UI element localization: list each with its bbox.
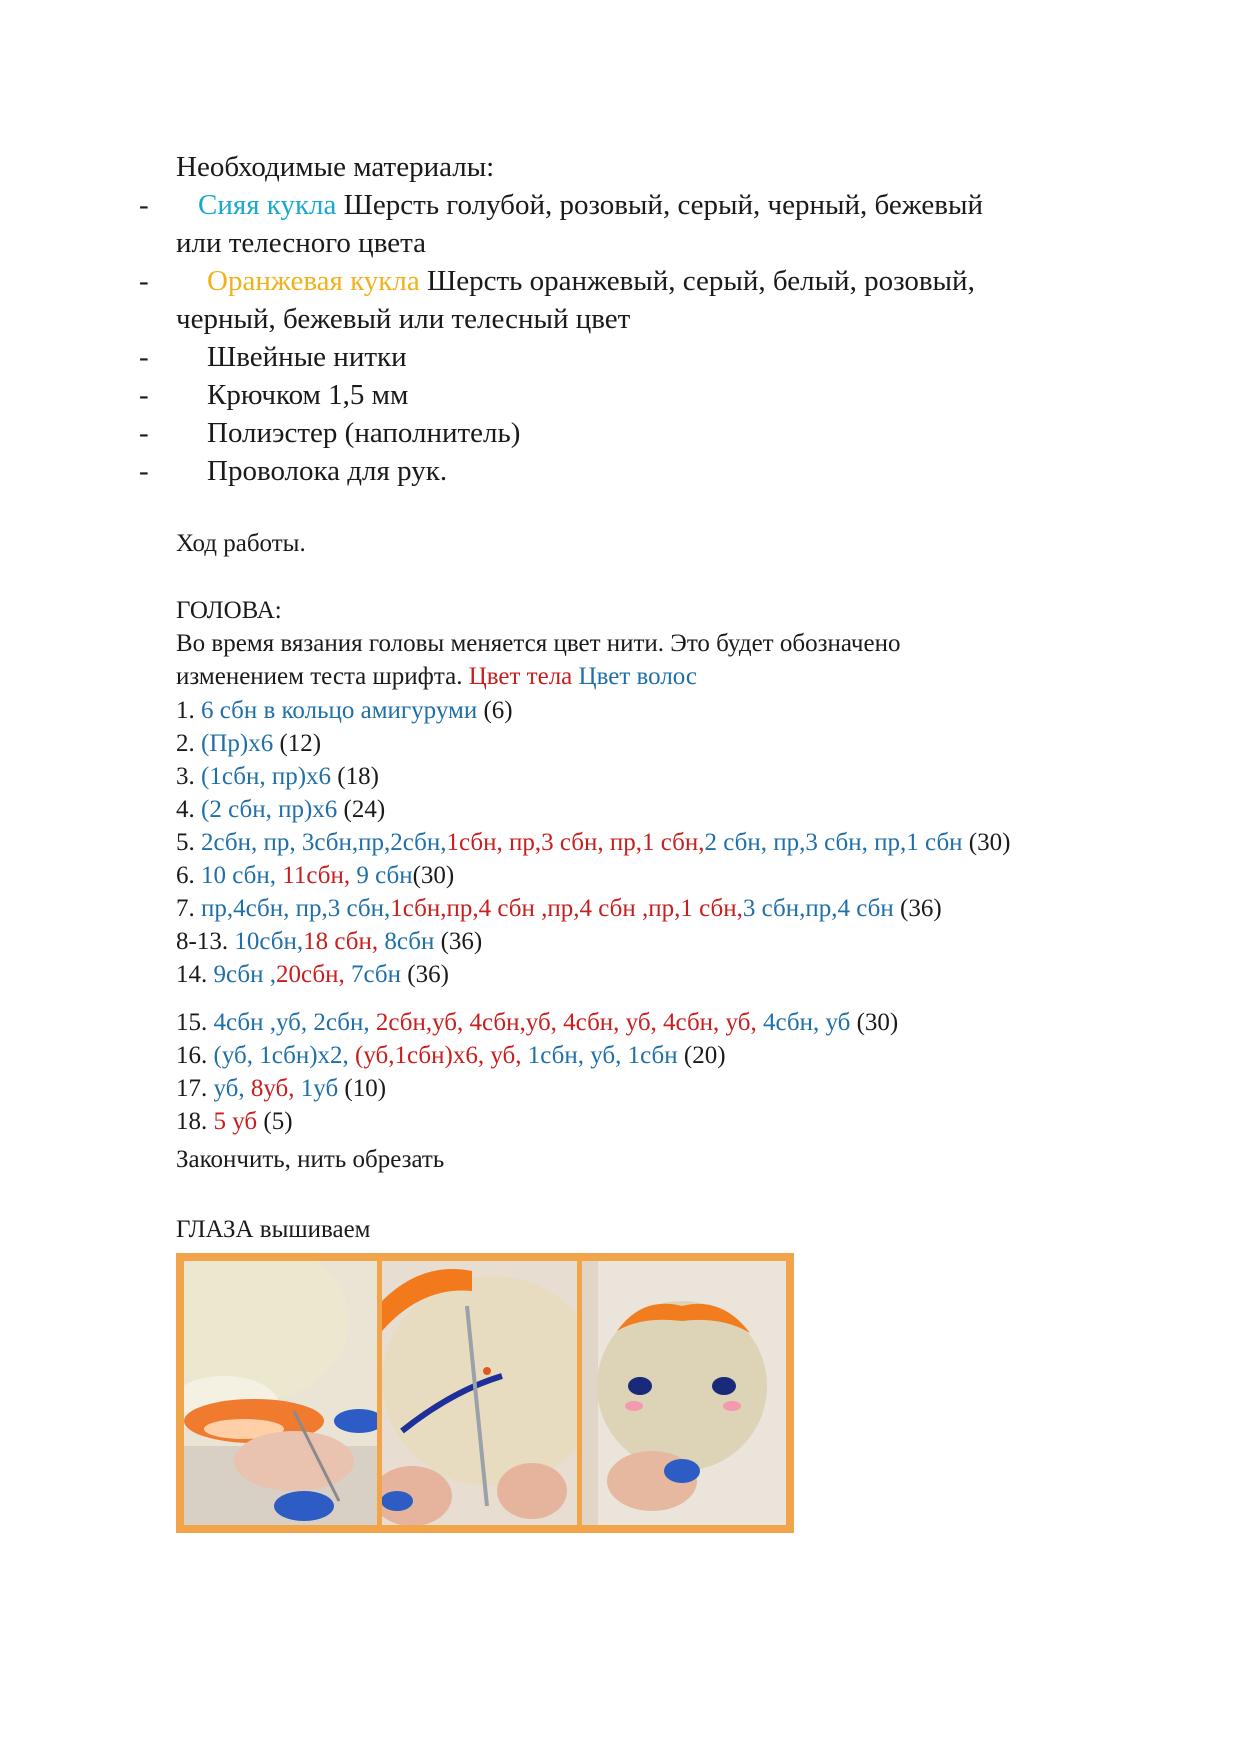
row-segment: 6 сбн в кольцо амигуруми [201, 697, 478, 724]
row-segment: (2 сбн, пр)х6 [201, 796, 338, 823]
head-row-1 [176, 696, 513, 726]
row-segment: (30) [412, 862, 455, 889]
row-segment: (6) [477, 697, 513, 724]
row-segment: (30) [850, 1009, 899, 1036]
row-segment: 2сбн,уб, 4сбн,уб, 4сбн, уб, 4сбн, уб, [375, 1009, 763, 1036]
materials-item-filler: Полиэстер (наполнитель) [207, 417, 521, 449]
row-segment: 20сбн, [276, 961, 351, 988]
materials-item-hook: Крючком 1,5 мм [207, 379, 409, 411]
head-intro-line1: Во время вязания головы меняется цвет нити. Это будет обозначено [176, 630, 901, 657]
list-dash: - [139, 265, 149, 297]
row-segment: (уб, 1сбн)х2, [213, 1042, 356, 1069]
row-segment: (5) [257, 1108, 293, 1135]
row-segment: 4сбн, уб [762, 1009, 851, 1036]
row-segment: 2. [176, 730, 201, 757]
head-row-4 [176, 795, 385, 825]
eyes-heading: ГЛАЗА вышиваем [176, 1216, 371, 1243]
photo-crochet-closeup [184, 1261, 377, 1525]
head-row-10 [176, 1008, 898, 1038]
head-row-9 [176, 960, 449, 990]
row-segment: 8уб, [250, 1075, 301, 1102]
row-segment: 3. [176, 763, 201, 790]
list-dash: - [139, 379, 149, 411]
row-segment: 7сбн [351, 961, 401, 988]
row-segment: 9 сбн [356, 862, 413, 889]
row-segment: 9сбн , [213, 961, 276, 988]
row-segment: 17. [176, 1075, 214, 1102]
work-heading: Ход работы. [176, 530, 306, 557]
row-segment: 4сбн ,уб, 2сбн, [213, 1009, 376, 1036]
head-row-13 [176, 1107, 293, 1137]
row-segment: 1сбн, уб, 1сбн [527, 1042, 678, 1069]
row-segment: 2 сбн, пр,3 сбн, пр,1 сбн [704, 829, 963, 856]
row-segment: (36) [401, 961, 449, 988]
list-dash: - [139, 341, 149, 373]
photo-finished-face [582, 1261, 786, 1525]
head-finish: Закончить, нить обрезать [176, 1146, 445, 1173]
row-segment: 3 сбн,пр,4 сбн [742, 895, 894, 922]
row-segment: 18 сбн, [303, 928, 385, 955]
materials-item-orange-doll-cont: черный, бежевый или телесный цвет [176, 303, 631, 335]
head-title: ГОЛОВА: [176, 597, 282, 624]
head-row-6 [176, 861, 454, 891]
head-intro-line2 [176, 662, 697, 692]
row-segment: 8сбн [384, 928, 435, 955]
row-segment: (10) [338, 1075, 387, 1102]
row-segment: 18. [176, 1108, 214, 1135]
list-dash: - [139, 417, 149, 449]
row-segment: (1сбн, пр)х6 [201, 763, 332, 790]
row-segment: пр,4сбн, пр,3 сбн, [201, 895, 391, 922]
list-dash: - [139, 455, 149, 487]
head-row-11 [176, 1041, 726, 1071]
row-segment: 1сбн, пр,3 сбн, пр,1 сбн, [446, 829, 705, 856]
row-segment: 5 уб [213, 1108, 258, 1135]
legend-hair-color: Цвет волос [578, 663, 698, 690]
orange-doll-label: Оранжевая кукла [207, 265, 420, 297]
head-row-3 [176, 762, 379, 792]
row-segment: (12) [273, 730, 322, 757]
row-segment: 7. [176, 895, 201, 922]
row-segment: 14. [176, 961, 214, 988]
row-segment: 11сбн, [282, 862, 357, 889]
head-row-8 [176, 927, 482, 957]
materials-heading: Необходимые материалы: [176, 151, 495, 183]
row-segment: (уб,1сбн)х6, уб, [355, 1042, 528, 1069]
head-row-12 [176, 1074, 386, 1104]
row-segment: 10 сбн, [201, 862, 283, 889]
list-dash: - [139, 189, 149, 221]
row-segment: (20) [677, 1042, 726, 1069]
head-row-7 [176, 894, 942, 924]
photo-needle-stitch [382, 1261, 577, 1525]
head-intro-text: изменением теста шрифта. [176, 663, 463, 690]
row-segment: (24) [337, 796, 386, 823]
row-segment: 5. [176, 829, 201, 856]
row-segment: (36) [434, 928, 483, 955]
row-segment: уб, [213, 1075, 251, 1102]
row-segment: 15. [176, 1009, 214, 1036]
row-segment: 1. [176, 697, 201, 724]
row-segment: 8-13. [176, 928, 235, 955]
head-row-5 [176, 828, 1010, 858]
row-segment: 16. [176, 1042, 214, 1069]
row-segment: (18) [331, 763, 379, 790]
row-segment: (36) [893, 895, 942, 922]
row-segment: 2сбн, пр, 3сбн,пр,2сбн, [201, 829, 447, 856]
row-segment: 1сбн,пр,4 сбн ,пр,4 сбн ,пр,1 сбн, [390, 895, 743, 922]
materials-item-blue-doll [198, 188, 983, 222]
materials-item-orange-doll [207, 264, 975, 298]
row-segment: 4. [176, 796, 201, 823]
orange-doll-text: Шерсть оранжевый, серый, белый, розовый, [419, 265, 975, 297]
eyes-photo-strip [176, 1253, 794, 1533]
row-segment: (Пр)х6 [201, 730, 274, 757]
materials-item-wire: Проволока для рук. [207, 455, 448, 487]
materials-item-thread: Швейные нитки [207, 341, 407, 373]
head-row-2 [176, 729, 321, 759]
row-segment: 10сбн, [234, 928, 304, 955]
row-segment: (30) [962, 829, 1011, 856]
materials-item-blue-doll-cont: или телесного цвета [176, 227, 426, 259]
row-segment: 1уб [300, 1075, 339, 1102]
blue-doll-label: Сияя кукла [198, 189, 337, 221]
row-segment: 6. [176, 862, 201, 889]
blue-doll-text: Шерсть голубой, розовый, серый, черный, бежевый [336, 189, 983, 221]
legend-body-color: Цвет тела [468, 663, 573, 690]
